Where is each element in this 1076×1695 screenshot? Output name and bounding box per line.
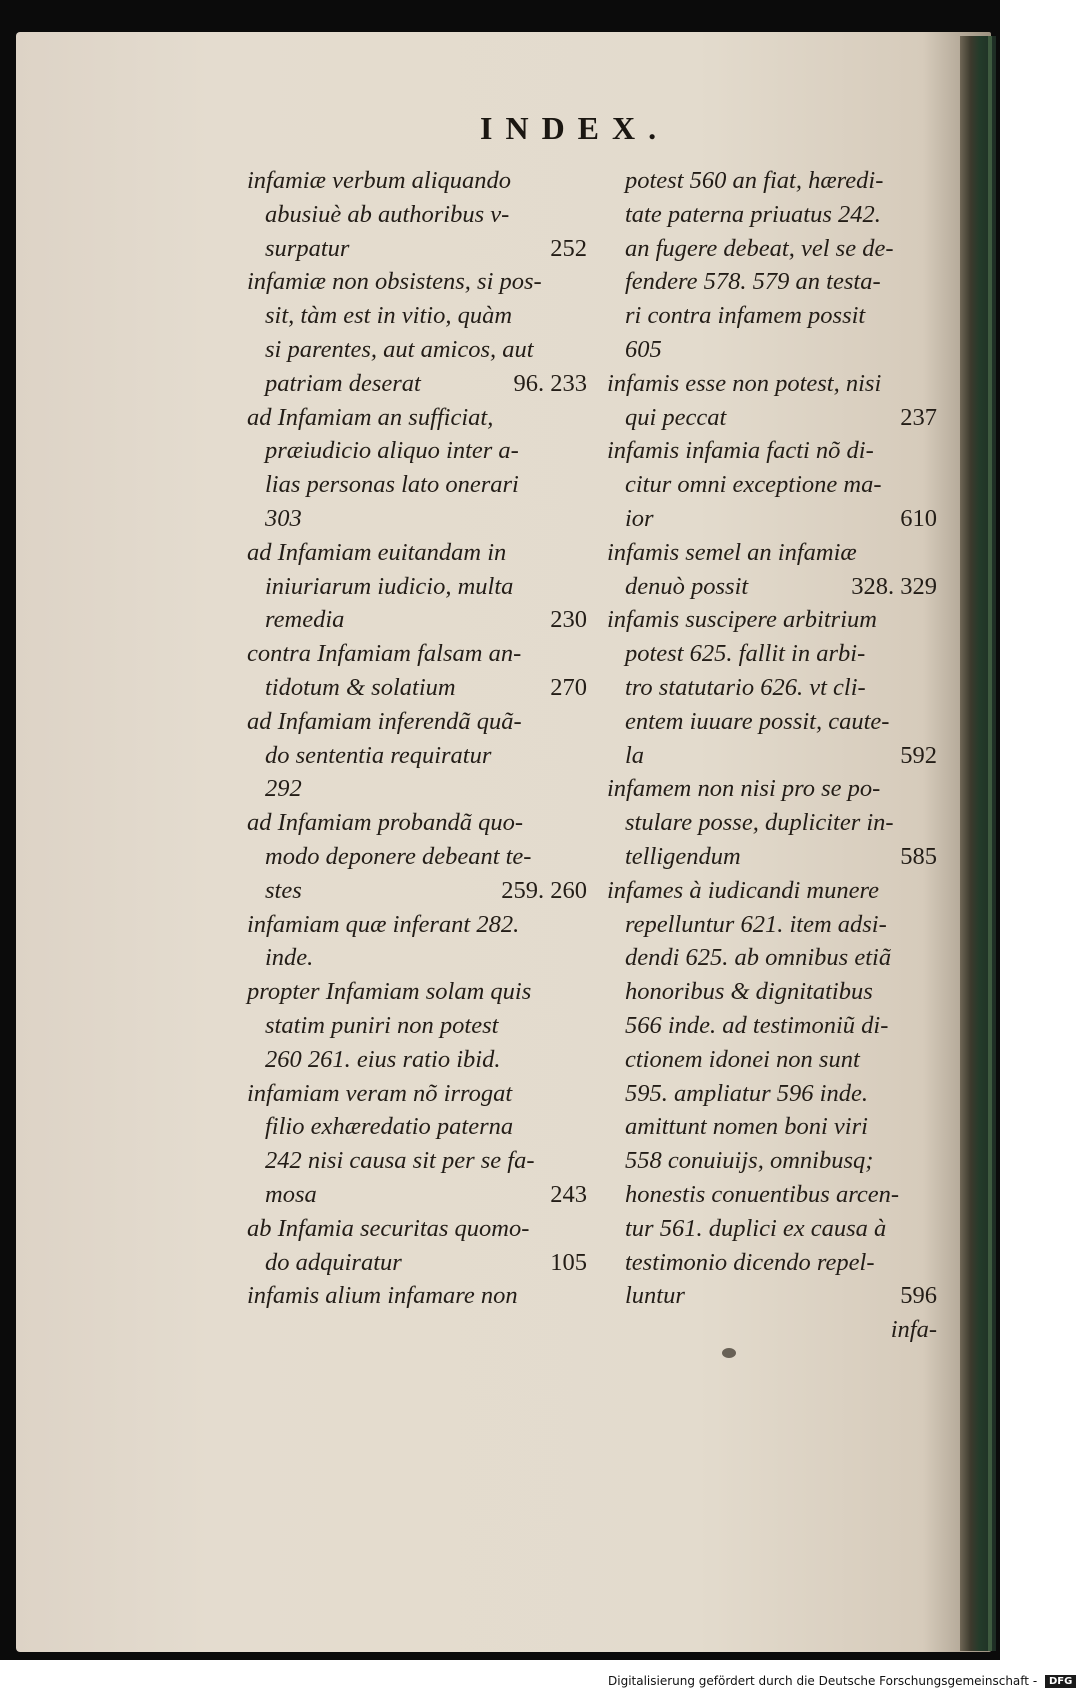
entry-text: ab Infamia securitas quomo-	[247, 1214, 530, 1242]
index-entry-line	[247, 975, 587, 1009]
entry-text: potest 625. fallit in arbi-	[625, 640, 866, 668]
entry-text: fendere 578. 579 an testa-	[625, 268, 881, 296]
ink-smudge	[722, 1348, 736, 1358]
entry-text: potest 560 an fiat, hæredi-	[625, 167, 884, 194]
index-entry-line	[247, 671, 587, 705]
entry-text: telligendum	[625, 842, 741, 870]
entry-text: stulare posse, dupliciter in-	[625, 809, 894, 837]
index-entry-line	[247, 806, 587, 840]
entry-text: lias personas lato onerari	[265, 471, 519, 499]
entry-text: infamiæ non obsistens, si pos-	[247, 268, 542, 296]
index-entry-line	[607, 941, 937, 975]
entry-text: infamiæ verbum aliquando	[247, 167, 512, 194]
entry-page-number: 328. 329	[851, 572, 937, 600]
index-entry-line	[247, 1043, 587, 1077]
index-entry-line	[247, 1110, 587, 1144]
entry-text: statim puniri non potest	[265, 1011, 499, 1039]
entry-page-number: 596	[900, 1282, 937, 1310]
index-entry-line	[247, 1144, 587, 1178]
entry-text: infamis semel an infamiæ	[607, 538, 857, 566]
index-entry-line	[247, 1212, 587, 1246]
index-entry-line	[247, 198, 587, 232]
entry-text: infamis alium infamare non	[247, 1282, 518, 1310]
index-entry-line	[247, 570, 587, 604]
index-entry-line	[247, 502, 587, 536]
index-entry-line	[247, 1246, 587, 1280]
entry-text: testimonio dicendo repel-	[625, 1248, 875, 1276]
index-entry-line	[247, 468, 587, 502]
entry-text: sit, tàm est in vitio, quàm	[265, 302, 513, 330]
index-entry-line	[607, 198, 937, 232]
entry-text: ctionem idonei non sunt	[625, 1045, 860, 1073]
index-entry-line	[247, 1077, 587, 1111]
entry-text: 595. ampliatur 596 inde.	[625, 1079, 868, 1107]
index-entry-line	[247, 164, 587, 198]
entry-text: infamis infamia facti nõ di-	[607, 437, 874, 465]
entry-text: infamiam quæ inferant 282.	[247, 910, 520, 938]
entry-text: ad Infamiam probandã quo-	[247, 809, 524, 837]
entry-page-number: 230	[550, 606, 587, 634]
index-entry-line	[607, 468, 937, 502]
index-entry-line	[607, 502, 937, 536]
dfg-logo-badge: DFG	[1045, 1675, 1076, 1688]
index-entry-line	[607, 1077, 937, 1111]
entry-text: honestis conuentibus arcen-	[625, 1180, 899, 1208]
entry-page-number: 270	[550, 673, 587, 701]
entry-text: tro statutario 626. vt cli-	[625, 673, 866, 701]
entry-text: filio exhæredatio paterna	[265, 1113, 514, 1141]
index-entry-line	[607, 1279, 937, 1313]
entry-text: remedia	[265, 606, 345, 634]
entry-text: tate paterna priuatus 242.	[625, 200, 881, 228]
entry-page-number: 105	[550, 1248, 587, 1276]
entry-text: modo deponere debeant te-	[265, 842, 532, 870]
entry-text: 292	[265, 775, 302, 803]
entry-page-number: 585	[900, 842, 937, 870]
entry-text: præiudicio aliquo inter a-	[265, 437, 519, 465]
entry-text: si parentes, aut amicos, aut	[265, 335, 534, 363]
entry-page-number: 243	[550, 1180, 587, 1208]
entry-text: 303	[265, 504, 302, 532]
index-entry-line	[247, 367, 587, 401]
index-entry-line	[607, 164, 937, 198]
index-entry-line	[247, 772, 587, 806]
entry-text: infamiam veram nõ irrogat	[247, 1079, 513, 1107]
entry-text: ad Infamiam inferendã quã-	[247, 707, 522, 735]
entry-text: repelluntur 621. item adsi-	[625, 910, 887, 938]
entry-text: iniuriarum iudicio, multa	[265, 572, 514, 600]
entry-page-number: 96. 233	[513, 369, 587, 397]
index-entry-line	[607, 232, 937, 266]
entry-text: infames à iudicandi munere	[607, 876, 879, 904]
digitization-footer	[608, 1674, 1076, 1688]
index-entry-line	[607, 975, 937, 1009]
entry-text: la	[625, 741, 645, 769]
index-entry-line	[607, 637, 937, 671]
index-entry-line	[247, 1178, 587, 1212]
entry-text: 566 inde. ad testimoniũ di-	[625, 1011, 889, 1039]
index-entry-line	[607, 1246, 937, 1280]
index-entry-line	[607, 434, 937, 468]
index-entry-line	[607, 299, 937, 333]
index-entry-line	[247, 434, 587, 468]
index-entry-line	[607, 401, 937, 435]
index-entry-line	[607, 1043, 937, 1077]
index-entry-line	[247, 874, 587, 908]
entry-text: propter Infamiam solam quis	[247, 978, 532, 1006]
entry-text: contra Infamiam falsam an-	[247, 640, 522, 668]
entry-text: ad Infamiam an sufficiat,	[247, 403, 494, 431]
index-entry-line	[607, 874, 937, 908]
entry-text: 605	[625, 335, 662, 363]
index-entry-line	[247, 1009, 587, 1043]
entry-text: 242 nisi causa sit per se fa-	[265, 1147, 535, 1175]
index-entry-line	[607, 367, 937, 401]
index-entry-line	[247, 840, 587, 874]
entry-page-number: 252	[550, 234, 587, 262]
entry-text: an fugere debeat, vel se de-	[625, 234, 894, 262]
index-entry-line	[607, 1144, 937, 1178]
catchword	[607, 1313, 937, 1347]
entry-text: 558 conuiuijs, omnibusq;	[625, 1147, 874, 1175]
entry-text: inde.	[265, 944, 314, 972]
index-entry-line	[607, 333, 937, 367]
entry-text: infamis esse non potest, nisi	[607, 369, 882, 397]
entry-page-number: 259. 260	[501, 876, 587, 904]
index-entry-line	[607, 265, 937, 299]
index-entry-line	[247, 908, 587, 942]
entry-text: do adquiratur	[265, 1248, 402, 1276]
index-entry-line	[247, 739, 587, 773]
index-entry-line	[247, 265, 587, 299]
page-header-title: INDEX.	[480, 110, 670, 146]
entry-text: tidotum & solatium	[265, 673, 456, 701]
entry-text: ad Infamiam euitandam in	[247, 538, 507, 566]
index-entry-line	[607, 1110, 937, 1144]
index-entry-line	[607, 806, 937, 840]
index-entry-line	[247, 401, 587, 435]
index-entry-line	[607, 603, 937, 637]
index-entry-line	[607, 739, 937, 773]
index-entry-line	[607, 1009, 937, 1043]
index-entry-line	[607, 671, 937, 705]
entry-text: surpatur	[265, 234, 350, 262]
index-column-left	[247, 164, 587, 1313]
entry-text: infamis suscipere arbitrium	[607, 606, 877, 634]
index-entry-line	[247, 705, 587, 739]
index-entry-line	[607, 570, 937, 604]
index-entry-line	[607, 1178, 937, 1212]
entry-text: 260 261. eius ratio ibid.	[265, 1045, 501, 1073]
entry-text: tur 561. duplici ex causa à	[625, 1214, 887, 1242]
entry-text: entem iuuare possit, caute-	[625, 707, 890, 735]
entry-text: denuò possit	[625, 572, 749, 600]
entry-text: dendi 625. ab omnibus etiã	[625, 944, 892, 972]
index-entry-line	[247, 299, 587, 333]
index-entry-line	[607, 772, 937, 806]
index-entry-line	[247, 941, 587, 975]
entry-text: mosa	[265, 1180, 317, 1208]
index-entry-line	[607, 705, 937, 739]
entry-text: ior	[625, 504, 654, 532]
entry-text: amittunt nomen boni viri	[625, 1113, 868, 1141]
entry-text: infa-	[890, 1316, 937, 1344]
entry-page-number: 610	[900, 504, 937, 532]
index-entry-line	[607, 1212, 937, 1246]
entry-text: do sententia requiratur	[265, 741, 492, 769]
index-entry-line	[607, 908, 937, 942]
index-entry-line	[247, 536, 587, 570]
index-entry-line	[247, 603, 587, 637]
entry-text: citur omni exceptione ma-	[625, 471, 882, 499]
entry-text: honoribus & dignitatibus	[625, 978, 873, 1006]
entry-text: ri contra infamem possit	[625, 302, 866, 330]
entry-text: qui peccat	[625, 403, 727, 431]
entry-text: infamem non nisi pro se po-	[607, 775, 881, 803]
index-entry-line	[247, 637, 587, 671]
entry-text: abusiuè ab authoribus v-	[265, 200, 510, 228]
entry-text: luntur	[625, 1282, 685, 1310]
entry-page-number: 592	[900, 741, 937, 769]
footer-text: Digitalisierung gefördert durch die Deutsche Forschungsgemeinschaft -	[608, 1674, 1038, 1688]
entry-text: patriam deserat	[265, 369, 421, 397]
index-entry-line	[607, 840, 937, 874]
entry-text: stes	[265, 876, 302, 904]
index-entry-line	[607, 536, 937, 570]
index-entry-line	[247, 1279, 587, 1313]
index-column-right	[607, 164, 937, 1347]
index-entry-line	[247, 333, 587, 367]
page-edge-line	[988, 36, 992, 1651]
index-entry-line	[247, 232, 587, 266]
entry-page-number: 237	[900, 403, 937, 431]
